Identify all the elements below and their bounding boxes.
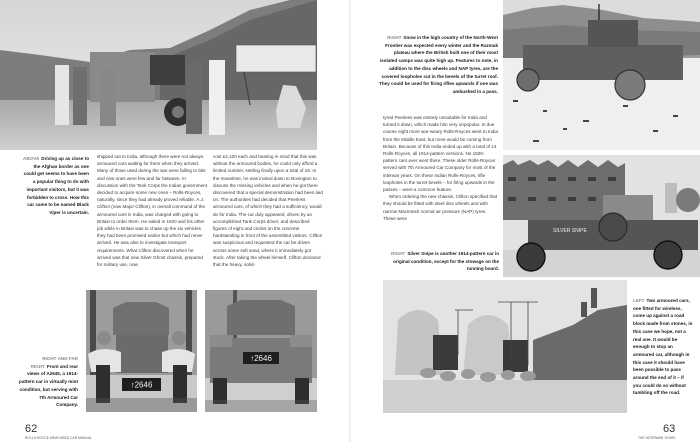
caption-text: Silver Snipe is another 1914-pattern car in original condition, except for the stowage on the running board.	[393, 251, 499, 272]
caption-text: Driving up as close to the Afghan border as one could get seems to have been a popular thing to do with important visitors, but it was forbidden to cross. How this car came to be named Black Viper is uncertain.	[23, 156, 89, 215]
running-head-right: THE INTERWAR YEARS	[638, 436, 676, 440]
running-head-left: ROLLS-ROYCE ARMOURED CAR MANUAL	[25, 436, 93, 440]
caption-above	[22, 155, 89, 217]
body-column-1	[97, 153, 207, 268]
photo-snow-razmak	[503, 0, 700, 150]
photo-road-block	[383, 280, 627, 413]
paragraph: shipped out to India, although there were not always armoured cars waiting for them when they arrived. Many of those used during the war were falling to bits and new ones were few and far between. In discussion with the Tank Corps the Indian government decided to acquire some new ones – Rolls-Royces, naturally, since they had already proved reliable. A.J. Clifton (now Major Clifton), in overall command of the armoured cars in India, was charged with going to Britain to order them. He sailed in 1920 and his other job while in Britain was to chase up the six vehicles they had been promised earlier but which had never arrived. He was also to investigate transport requirements. What Clifton discovered when he arrived was that new Silver Ghost chassis, prepared for military use, now	[97, 154, 207, 268]
paragraph: cost £2,100 each and bearing in mind that this was without the armoured bodies, he could only afford a limited number, settling finally upon a total of 19. In the meantime, he was invited down to Bovington to discuss the missing vehicles and when he got there discovered that a special demonstration had been laid on. The authorities had decided that Peerless armoured cars, of which they had a sufficiency, would do for India. The car duly appeared, driven by an accomplished Tank Corps driver, and described figures of eight and circles on the concrete hardstanding in front of the assembled visitors. Clifton was suspicious and requested the car be driven across some soft sand, where it immediately got stuck. After taking the wheel himself, Clifton declared that the heavy, solid-	[213, 154, 323, 268]
body-column-3	[383, 114, 498, 222]
page-number-left: 62	[25, 423, 38, 435]
caption-lead: RIGHT AND FAR RIGHT	[30, 356, 78, 369]
caption-lead: RIGHT	[391, 251, 406, 256]
license-plate-rear: ↑2646	[250, 354, 272, 363]
paragraph: tyred Peerless was entirely unsuitable for India and turned it down, which made him very unpopular. In due course eight more war-weary Rolls-Royces went to India from the Middle East, but none would be coming from Britain. Because of this India ended up with a total of 14 Rolls-Royces, all 1914-pattern versions. No 1920-pattern cars ever went there. These older Rolls-Royces served with 7th Armoured Car Company for most of the interwar years. On these Indian Rolls-Royces, rifle loopholes in the turret bevels – for firing upwards in the passes – were a common feature.	[383, 115, 498, 193]
caption-text: Snow in the high country of the North-West Frontier was expected every winter and the Razmak plateau where the British built one of their most isolated camps was quite high up. Features to note, in addition to the disc wheels and NAP tyres, are the covered loopholes cut in the bevels of the turret roof. They could be used for firing rifles upwards if one was ambushed in a pass.	[379, 35, 498, 94]
caption-text: Front and rear views of A2645, a 1914-pattern car in virtually mint condition, but serving with 7th Armoured Car Company.	[19, 363, 78, 408]
license-plate-front: ↑2646	[130, 380, 153, 390]
caption-snow-razmak	[378, 34, 498, 96]
caption-text: Two armoured cars, one fitted for wireless, come up against a road block made from stones, in this case we hope, not a real one. It would be enough to stop an armoured car, although in this case it should have been possible to pass around the end of it – if you could do so without tumbling off the road.	[633, 298, 693, 396]
paragraph: When ordering the new chassis, Clifton specified that they should be fitted with steel disc wheels and with narrow Macintosh normal air pressure (NAP) tyres. These were	[383, 194, 498, 221]
page-number-right: 63	[663, 423, 676, 435]
caption-lead: RIGHT	[387, 35, 402, 40]
caption-lead: LEFT	[633, 298, 645, 303]
caption-lead: ABOVE	[22, 156, 40, 161]
photo-afghan-border	[0, 0, 317, 150]
photo-front-view	[86, 290, 197, 412]
caption-silver-snipe	[383, 250, 499, 273]
body-column-2	[213, 153, 323, 268]
photo-silver-snipe	[503, 155, 700, 277]
car-name-painted: SILVER SNIPE	[553, 228, 587, 234]
caption-right-and-far-right	[18, 355, 78, 409]
photo-rear-view	[205, 290, 317, 412]
caption-road-block	[633, 297, 693, 397]
page-gutter	[349, 0, 351, 442]
